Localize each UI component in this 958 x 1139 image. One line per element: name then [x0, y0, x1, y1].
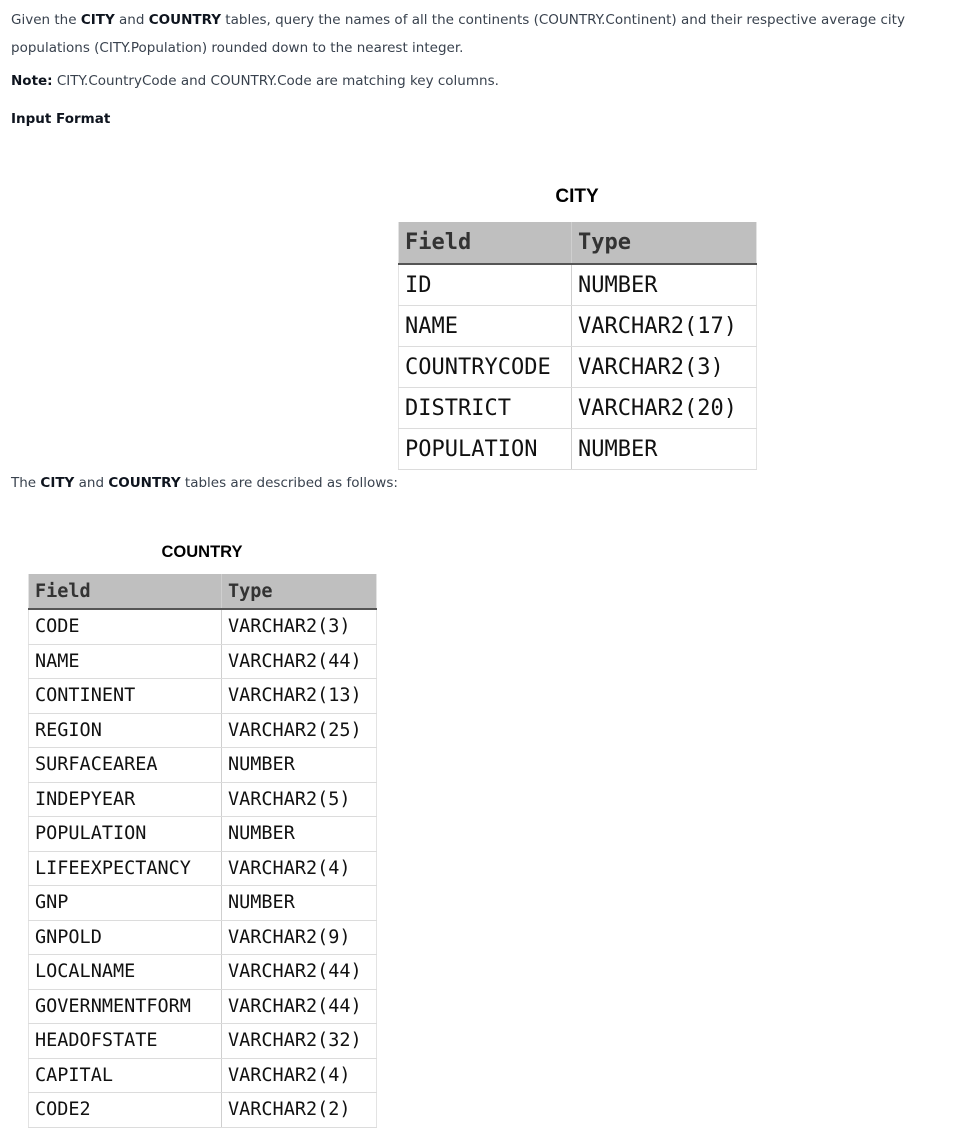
- type-cell: VARCHAR2(9): [222, 920, 377, 955]
- table-row: [29, 817, 377, 852]
- type-cell: VARCHAR2(3): [572, 347, 757, 388]
- type-cell: VARCHAR2(32): [222, 1024, 377, 1059]
- field-cell: CAPITAL: [29, 1058, 222, 1093]
- field-cell: NAME: [399, 306, 572, 347]
- field-cell: GNP: [29, 886, 222, 921]
- table-row: [29, 748, 377, 783]
- table-row: [29, 679, 377, 714]
- city-table-title: CITY: [555, 186, 599, 207]
- field-cell: CONTINENT: [29, 679, 222, 714]
- field-cell: COUNTRYCODE: [399, 347, 572, 388]
- table-row: [399, 264, 757, 306]
- table-row: [29, 609, 377, 644]
- desc-country-keyword: COUNTRY: [108, 475, 181, 491]
- header-field: Field: [29, 574, 222, 609]
- field-cell: POPULATION: [29, 817, 222, 852]
- table-row: [29, 886, 377, 921]
- desc-text-2: and: [74, 475, 109, 491]
- field-cell: LIFEEXPECTANCY: [29, 851, 222, 886]
- city-schema-table: [398, 222, 757, 470]
- type-cell: VARCHAR2(44): [222, 644, 377, 679]
- country-schema-table: [28, 574, 377, 1128]
- type-cell: NUMBER: [572, 429, 757, 470]
- type-cell: VARCHAR2(4): [222, 851, 377, 886]
- table-row: [29, 955, 377, 990]
- type-cell: VARCHAR2(5): [222, 782, 377, 817]
- desc-city-keyword: CITY: [40, 475, 75, 491]
- intro-country-keyword: COUNTRY: [148, 12, 222, 28]
- table-row: [29, 1093, 377, 1128]
- header-type: Type: [222, 574, 377, 609]
- field-cell: LOCALNAME: [29, 955, 222, 990]
- field-cell: CODE2: [29, 1093, 222, 1128]
- type-cell: VARCHAR2(2): [222, 1093, 377, 1128]
- table-header-row: [29, 574, 377, 609]
- note-text: CITY.CountryCode and COUNTRY.Code are matching key columns.: [52, 73, 499, 89]
- table-row: [29, 782, 377, 817]
- table-header-row: [399, 222, 757, 264]
- desc-text-3: tables are described as follows:: [180, 475, 398, 491]
- field-cell: ID: [399, 264, 572, 306]
- type-cell: VARCHAR2(44): [222, 989, 377, 1024]
- type-cell: NUMBER: [222, 886, 377, 921]
- table-row: [29, 1058, 377, 1093]
- table-row: [399, 388, 757, 429]
- intro-text-1: Given the: [11, 12, 81, 28]
- problem-statement: [11, 6, 946, 62]
- type-cell: VARCHAR2(20): [572, 388, 757, 429]
- intro-city-keyword: CITY: [80, 12, 115, 28]
- table-row: [29, 644, 377, 679]
- note-paragraph: [11, 67, 946, 95]
- table-row: [399, 429, 757, 470]
- type-cell: VARCHAR2(44): [222, 955, 377, 990]
- field-cell: CODE: [29, 609, 222, 644]
- field-cell: GOVERNMENTFORM: [29, 989, 222, 1024]
- intro-text-3: tables, query the names of all the continents (COUNTRY.Continent) and their respective average city populations (CITY.Population) rounded down to the nearest integer.: [11, 12, 905, 56]
- type-cell: NUMBER: [222, 748, 377, 783]
- input-format-heading: Input Format: [11, 111, 111, 127]
- type-cell: NUMBER: [222, 817, 377, 852]
- header-field: Field: [399, 222, 572, 264]
- note-label: Note:: [11, 73, 53, 89]
- table-row: [29, 920, 377, 955]
- field-cell: REGION: [29, 713, 222, 748]
- header-type: Type: [572, 222, 757, 264]
- intro-text-2: and: [114, 12, 149, 28]
- table-row: [29, 989, 377, 1024]
- type-cell: NUMBER: [572, 264, 757, 306]
- table-row: [399, 347, 757, 388]
- type-cell: VARCHAR2(17): [572, 306, 757, 347]
- tables-description: [11, 469, 398, 497]
- table-row: [399, 306, 757, 347]
- country-table-title: COUNTRY: [161, 543, 243, 561]
- type-cell: VARCHAR2(3): [222, 609, 377, 644]
- table-row: [29, 851, 377, 886]
- field-cell: POPULATION: [399, 429, 572, 470]
- table-row: [29, 713, 377, 748]
- field-cell: INDEPYEAR: [29, 782, 222, 817]
- field-cell: SURFACEAREA: [29, 748, 222, 783]
- field-cell: NAME: [29, 644, 222, 679]
- type-cell: VARCHAR2(25): [222, 713, 377, 748]
- type-cell: VARCHAR2(13): [222, 679, 377, 714]
- desc-text-1: The: [11, 475, 41, 491]
- field-cell: GNPOLD: [29, 920, 222, 955]
- field-cell: DISTRICT: [399, 388, 572, 429]
- field-cell: HEADOFSTATE: [29, 1024, 222, 1059]
- type-cell: VARCHAR2(4): [222, 1058, 377, 1093]
- table-row: [29, 1024, 377, 1059]
